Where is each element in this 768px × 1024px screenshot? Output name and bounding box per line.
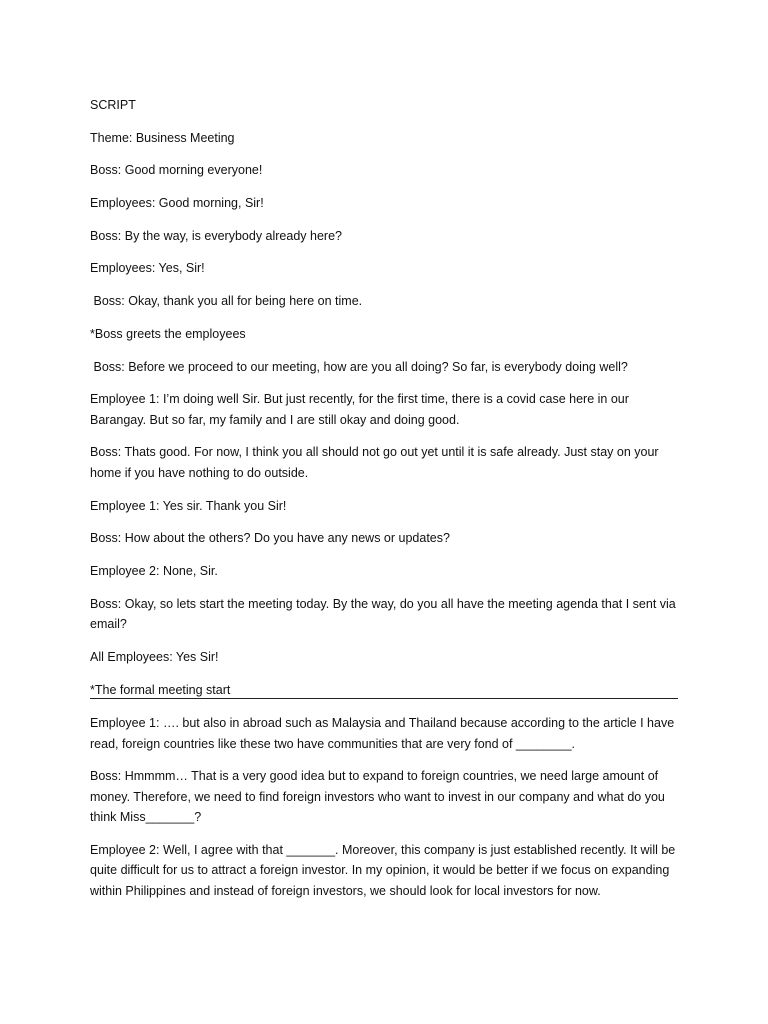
script-theme: Theme: Business Meeting	[90, 130, 235, 145]
script-heading: SCRIPT	[90, 98, 136, 112]
dialogue-line: Employee 1: …. but also in abroad such as Malaysia and Thailand because according to the article I have read, foreign countries like these two have communities that are very fond of ________.	[90, 716, 678, 751]
dialogue-line: All Employees: Yes Sir!	[90, 649, 219, 664]
script-lower-section	[90, 713, 680, 914]
section-divider	[90, 698, 678, 699]
stage-direction: *The formal meeting start	[90, 682, 231, 697]
dialogue-line: Employees: Good morning, Sir!	[90, 196, 264, 211]
dialogue-line: Boss: How about the others? Do you have any news or updates?	[90, 531, 450, 546]
dialogue-line: Boss: Thats good. For now, I think you all should not go out yet until it is safe already. Just stay on your home if you have nothing to do outside.	[90, 445, 663, 480]
dialogue-line: Boss: Okay, thank you all for being here on time.	[90, 294, 363, 309]
dialogue-line: Employee 1: I’m doing well Sir. But just recently, for the first time, there is a covid case here in our Barangay. But so far, my family and I are still okay and doing good.	[90, 392, 633, 427]
dialogue-line: Boss: Hmmmm… That is a very good idea but to expand to foreign countries, we need large amount of money. Therefore, we need to find foreign investors who want to invest in our company and what do you think Miss_______?	[90, 769, 669, 825]
dialogue-line: Boss: By the way, is everybody already here?	[90, 228, 342, 243]
dialogue-line: Employee 1: Yes sir. Thank you Sir!	[90, 498, 287, 513]
script-upper-section	[90, 95, 680, 712]
stage-direction: *Boss greets the employees	[90, 326, 246, 341]
dialogue-line: Employees: Yes, Sir!	[90, 261, 205, 276]
dialogue-line: Employee 2: Well, I agree with that _______. Moreover, this company is just established recently. It will be quite difficult for us to attract a foreign investor. In my opinion, it would be better if we focus on expanding within Philippines and instead of foreign investors, we should look for local investors for now.	[90, 842, 679, 898]
dialogue-line: Boss: Before we proceed to our meeting, how are you all doing? So far, is everybody doing well?	[90, 359, 628, 374]
dialogue-line: Employee 2: None, Sir.	[90, 563, 218, 578]
dialogue-line: Boss: Good morning everyone!	[90, 163, 263, 178]
dialogue-line: Boss: Okay, so lets start the meeting today. By the way, do you all have the meeting agenda that I sent via email?	[90, 596, 680, 632]
